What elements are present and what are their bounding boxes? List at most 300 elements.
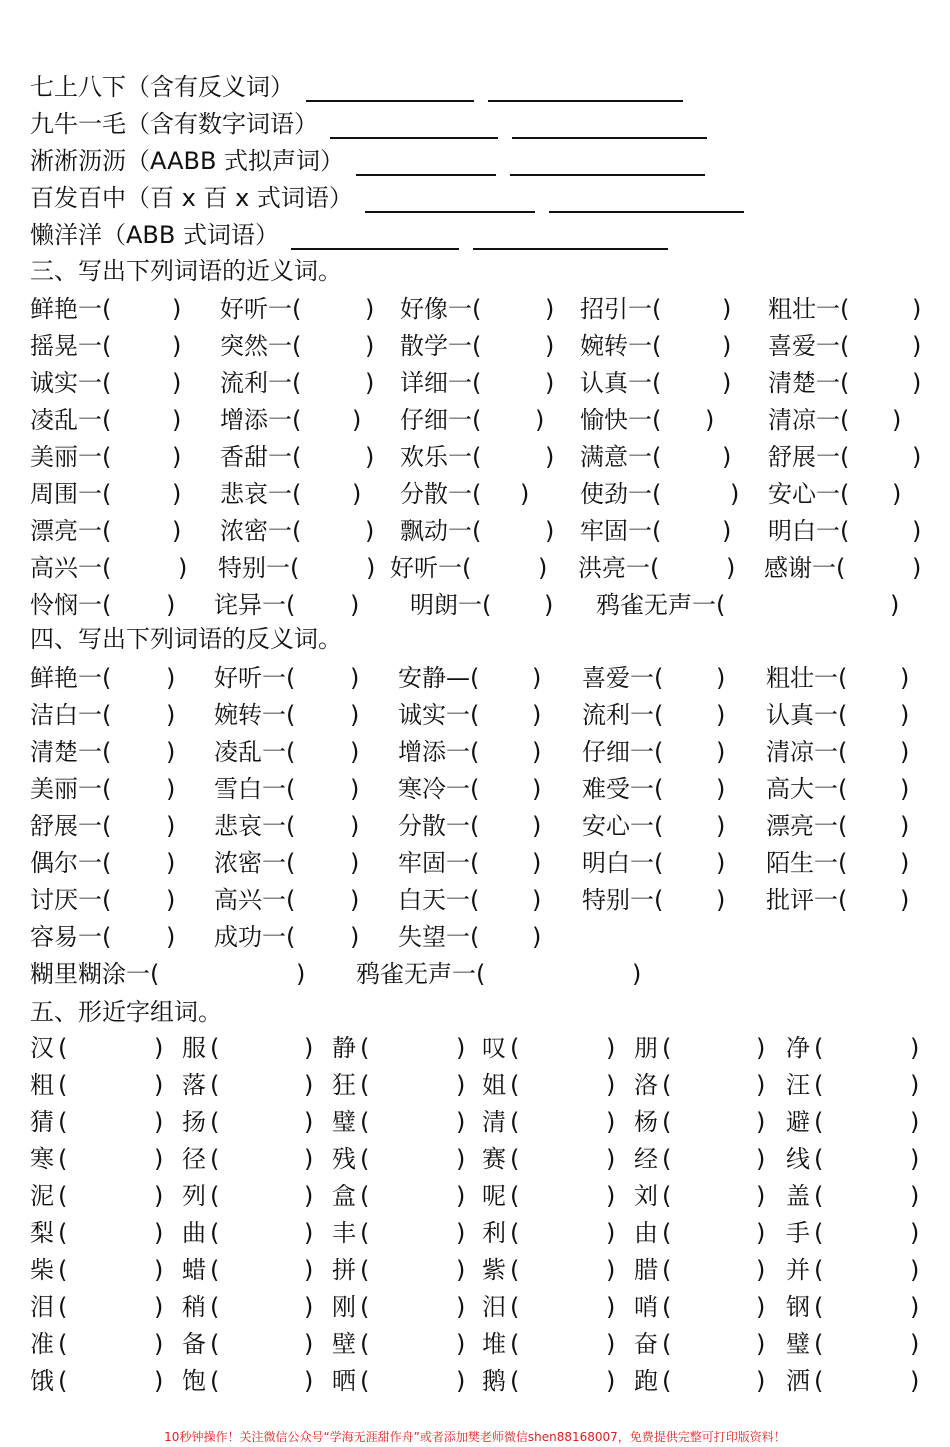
answer-slot[interactable]: ) [365,517,375,545]
answer-slot[interactable]: ) [520,480,530,508]
char-item: 紫 [482,1256,506,1284]
char-item: 璧 [332,1108,356,1136]
char-row [30,1178,925,1214]
answer-slot[interactable]: ) [722,369,732,397]
answer-slot[interactable]: ) [606,1071,616,1099]
word-item: 安心一( [582,812,664,840]
word-item: 喜爱一( [768,332,850,360]
word-item: 特别一( [582,886,664,914]
char-item: 由 [634,1219,658,1247]
answer-slot[interactable]: ) [456,1071,466,1099]
fill-in-row [30,140,705,176]
answer-slot[interactable]: ) [910,1108,920,1136]
word-item: 婉转一( [214,701,296,729]
answer-slot[interactable]: ) [154,1367,164,1395]
answer-slot[interactable]: ) [352,480,362,508]
answer-slot[interactable]: ) [172,295,182,323]
word-row [30,439,925,475]
answer-slot[interactable]: ) [154,1219,164,1247]
open-paren: ( [814,1034,824,1062]
open-paren: ( [360,1071,370,1099]
open-paren: ( [210,1108,220,1136]
answer-slot[interactable]: ) [154,1034,164,1062]
answer-slot[interactable]: ) [166,591,176,619]
open-paren: ( [360,1219,370,1247]
answer-slot[interactable]: ) [350,701,360,729]
fill-in-prompt: 七上八下（含有反义词） [30,73,294,101]
answer-slot[interactable]: ) [532,738,542,766]
answer-blank[interactable] [473,224,668,250]
open-paren: ( [814,1330,824,1358]
answer-blank[interactable] [549,187,744,213]
open-paren: ( [662,1071,672,1099]
answer-slot[interactable]: ) [910,1182,920,1210]
answer-slot[interactable]: ) [716,738,726,766]
char-item: 准 [30,1330,54,1358]
word-item: 凌乱一( [30,406,112,434]
word-item: 飘动一( [400,517,482,545]
open-paren: ( [814,1256,824,1284]
answer-slot[interactable]: ) [154,1145,164,1173]
answer-slot[interactable]: ) [722,517,732,545]
word-item: 漂亮一( [30,517,112,545]
answer-slot[interactable]: ) [730,480,740,508]
word-row [30,476,925,512]
char-item: 姐 [482,1071,506,1099]
answer-slot[interactable]: ) [154,1330,164,1358]
word-row [30,845,925,881]
answer-slot[interactable]: ) [756,1367,766,1395]
answer-slot[interactable]: ) [365,369,375,397]
answer-blank[interactable] [510,150,705,176]
open-paren: ( [662,1145,672,1173]
char-item: 泥 [30,1182,54,1210]
open-paren: ( [662,1293,672,1321]
char-item: 汉 [30,1034,54,1062]
word-row [30,513,925,549]
answer-slot[interactable]: ) [166,738,176,766]
answer-slot[interactable]: ) [912,554,922,582]
char-item: 盖 [786,1182,810,1210]
answer-slot[interactable]: ) [545,332,555,360]
answer-slot[interactable]: ) [456,1293,466,1321]
word-item: 悲哀一( [220,480,302,508]
answer-slot[interactable]: ) [154,1108,164,1136]
word-item: 寒冷一( [398,775,480,803]
answer-slot[interactable]: ) [910,1145,920,1173]
answer-slot[interactable]: ) [532,886,542,914]
word-item: 诚实一( [398,701,480,729]
answer-slot[interactable]: ) [544,591,554,619]
answer-slot[interactable]: ) [910,1256,920,1284]
word-row [30,697,925,733]
answer-blank[interactable] [365,187,535,213]
char-row [30,1067,925,1103]
answer-slot[interactable]: ) [912,332,922,360]
fill-in-row [30,214,668,250]
answer-slot[interactable]: ) [545,443,555,471]
word-row [30,328,925,364]
char-item: 呢 [482,1182,506,1210]
answer-slot[interactable]: ) [304,1256,314,1284]
answer-slot[interactable]: ) [606,1108,616,1136]
open-paren: ( [58,1219,68,1247]
answer-slot[interactable]: ) [606,1034,616,1062]
word-item: 好听一( [390,554,472,582]
char-item: 饱 [182,1367,206,1395]
char-item: 刚 [332,1293,356,1321]
answer-slot[interactable]: ) [722,332,732,360]
char-item: 狂 [332,1071,356,1099]
answer-slot[interactable]: ) [304,1145,314,1173]
word-item: 仔细一( [582,738,664,766]
answer-slot[interactable]: ) [350,849,360,877]
word-item: 摇晃一( [30,332,112,360]
answer-slot[interactable]: ) [532,664,542,692]
word-item: 清楚一( [30,738,112,766]
char-item: 并 [786,1256,810,1284]
word-item: 洪亮一( [578,554,660,582]
answer-slot[interactable]: ) [166,923,176,951]
answer-slot[interactable]: ) [532,849,542,877]
open-paren: ( [510,1219,520,1247]
answer-slot[interactable]: ) [172,369,182,397]
char-item: 奋 [634,1330,658,1358]
char-item: 跑 [634,1367,658,1395]
answer-slot[interactable]: ) [178,554,188,582]
answer-slot[interactable]: ) [456,1367,466,1395]
answer-slot[interactable]: ) [892,480,902,508]
word-item: 安心一( [768,480,850,508]
char-item: 利 [482,1219,506,1247]
answer-slot[interactable]: ) [632,960,642,988]
answer-slot[interactable]: ) [456,1108,466,1136]
open-paren: ( [210,1256,220,1284]
answer-slot[interactable]: ) [716,886,726,914]
open-paren: ( [360,1293,370,1321]
word-row [30,734,925,770]
answer-slot[interactable]: ) [350,812,360,840]
open-paren: ( [360,1182,370,1210]
char-row [30,1289,925,1325]
word-item: 分散一( [398,812,480,840]
answer-slot[interactable]: ) [716,812,726,840]
open-paren: ( [510,1330,520,1358]
answer-slot[interactable]: ) [172,480,182,508]
answer-slot[interactable]: ) [350,886,360,914]
open-paren: ( [58,1071,68,1099]
answer-slot[interactable]: ) [910,1293,920,1321]
open-paren: ( [210,1145,220,1173]
answer-slot[interactable]: ) [350,923,360,951]
answer-slot[interactable]: ) [154,1182,164,1210]
answer-slot[interactable]: ) [606,1330,616,1358]
open-paren: ( [510,1034,520,1062]
answer-slot[interactable]: ) [756,1219,766,1247]
word-row [30,919,925,955]
answer-blank[interactable] [356,150,496,176]
word-row [30,882,925,918]
char-item: 经 [634,1145,658,1173]
char-row [30,1141,925,1177]
answer-slot[interactable]: ) [716,701,726,729]
open-paren: ( [210,1071,220,1099]
section-title: 五、形近字组词。 [30,998,222,1026]
answer-slot[interactable]: ) [900,664,910,692]
answer-slot[interactable]: ) [900,701,910,729]
open-paren: ( [814,1108,824,1136]
answer-slot[interactable]: ) [172,332,182,360]
answer-slot[interactable]: ) [538,554,548,582]
answer-slot[interactable]: ) [545,295,555,323]
answer-slot[interactable]: ) [910,1330,920,1358]
char-item: 静 [332,1034,356,1062]
char-item: 洒 [786,1367,810,1395]
answer-slot[interactable]: ) [154,1256,164,1284]
open-paren: ( [360,1145,370,1173]
answer-slot[interactable]: ) [756,1108,766,1136]
answer-slot[interactable]: ) [166,775,176,803]
answer-slot[interactable]: ) [756,1071,766,1099]
char-item: 堆 [482,1330,506,1358]
word-item: 明白一( [768,517,850,545]
answer-slot[interactable]: ) [912,369,922,397]
open-paren: ( [814,1367,824,1395]
answer-slot[interactable]: ) [532,812,542,840]
answer-slot[interactable]: ) [352,406,362,434]
answer-slot[interactable]: ) [716,775,726,803]
answer-slot[interactable]: ) [350,664,360,692]
answer-blank[interactable] [306,76,474,102]
answer-slot[interactable]: ) [304,1293,314,1321]
answer-slot[interactable]: ) [304,1182,314,1210]
word-row [30,402,925,438]
answer-slot[interactable]: ) [900,812,910,840]
open-paren: ( [510,1293,520,1321]
word-item: 分散一( [400,480,482,508]
char-item: 柴 [30,1256,54,1284]
answer-slot[interactable]: ) [900,886,910,914]
fill-in-row [30,103,707,139]
answer-slot[interactable]: ) [532,923,542,951]
answer-slot[interactable]: ) [900,738,910,766]
answer-slot[interactable]: ) [304,1219,314,1247]
answer-slot[interactable]: ) [456,1330,466,1358]
answer-slot[interactable]: ) [756,1293,766,1321]
answer-slot[interactable]: ) [726,554,736,582]
open-paren: ( [814,1145,824,1173]
answer-slot[interactable]: ) [606,1219,616,1247]
word-item: 清楚一( [768,369,850,397]
answer-slot[interactable]: ) [716,849,726,877]
open-paren: ( [58,1145,68,1173]
char-item: 寒 [30,1145,54,1173]
answer-slot[interactable]: ) [365,295,375,323]
answer-slot[interactable]: ) [456,1034,466,1062]
word-item: 诚实一( [30,369,112,397]
answer-slot[interactable]: ) [304,1034,314,1062]
answer-slot[interactable]: ) [456,1182,466,1210]
open-paren: ( [510,1071,520,1099]
char-item: 洛 [634,1071,658,1099]
answer-slot[interactable]: ) [900,849,910,877]
char-item: 粗 [30,1071,54,1099]
word-item: 认真一( [580,369,662,397]
answer-slot[interactable]: ) [910,1367,920,1395]
answer-slot[interactable]: ) [892,406,902,434]
answer-slot[interactable]: ) [910,1071,920,1099]
char-item: 备 [182,1330,206,1358]
word-item: 仔细一( [400,406,482,434]
char-item: 避 [786,1108,810,1136]
answer-slot[interactable]: ) [154,1293,164,1321]
word-item: 招引一( [580,295,662,323]
word-item: 散学一( [400,332,482,360]
answer-slot[interactable]: ) [172,517,182,545]
answer-slot[interactable]: ) [722,443,732,471]
answer-slot[interactable]: ) [606,1256,616,1284]
answer-slot[interactable]: ) [890,591,900,619]
answer-slot[interactable]: ) [606,1182,616,1210]
answer-slot[interactable]: ) [606,1367,616,1395]
answer-slot[interactable]: ) [606,1145,616,1173]
answer-slot[interactable]: ) [172,406,182,434]
char-item: 哨 [634,1293,658,1321]
answer-slot[interactable]: ) [535,406,545,434]
answer-slot[interactable]: ) [456,1256,466,1284]
word-item: 诧异一( [214,591,296,619]
answer-slot[interactable]: ) [716,664,726,692]
answer-slot[interactable]: ) [532,775,542,803]
answer-slot[interactable]: ) [705,406,715,434]
answer-slot[interactable]: ) [912,443,922,471]
answer-slot[interactable]: ) [756,1034,766,1062]
word-item: 愉快一( [580,406,662,434]
answer-slot[interactable]: ) [722,295,732,323]
section-title: 三、写出下列词语的近义词。 [30,257,342,285]
word-item: 流利一( [582,701,664,729]
fill-in-prompt: 淅淅沥沥（AABB 式拟声词） [30,147,345,175]
answer-slot[interactable]: ) [910,1034,920,1062]
answer-slot[interactable]: ) [304,1071,314,1099]
char-item: 朋 [634,1034,658,1062]
char-item: 汨 [482,1293,506,1321]
answer-blank[interactable] [512,113,707,139]
word-item: 雪白一( [214,775,296,803]
open-paren: ( [662,1330,672,1358]
answer-slot[interactable]: ) [365,332,375,360]
answer-slot[interactable]: ) [366,554,376,582]
word-item: 粗壮一( [768,295,850,323]
word-item: 清凉一( [766,738,848,766]
answer-blank[interactable] [330,113,498,139]
word-item: 洁白一( [30,701,112,729]
answer-slot[interactable]: ) [756,1145,766,1173]
answer-blank[interactable] [488,76,683,102]
answer-slot[interactable]: ) [304,1108,314,1136]
answer-slot[interactable]: ) [166,812,176,840]
open-paren: ( [814,1182,824,1210]
answer-slot[interactable]: ) [900,775,910,803]
answer-slot[interactable]: ) [756,1256,766,1284]
word-item: 难受一( [582,775,664,803]
open-paren: ( [662,1367,672,1395]
word-item: 舒展一( [30,812,112,840]
char-item: 饿 [30,1367,54,1395]
char-item: 径 [182,1145,206,1173]
answer-slot[interactable]: ) [296,960,306,988]
answer-slot[interactable]: ) [545,517,555,545]
answer-slot[interactable]: ) [166,701,176,729]
answer-slot[interactable]: ) [166,886,176,914]
char-item: 猜 [30,1108,54,1136]
char-item: 汪 [786,1071,810,1099]
word-row [30,771,925,807]
char-item: 扬 [182,1108,206,1136]
answer-slot[interactable]: ) [756,1330,766,1358]
answer-slot[interactable]: ) [166,849,176,877]
char-row [30,1252,925,1288]
word-item: 鲜艳一( [30,295,112,323]
answer-slot[interactable]: ) [910,1219,920,1247]
char-item: 线 [786,1145,810,1173]
answer-slot[interactable]: ) [350,591,360,619]
answer-slot[interactable]: ) [166,664,176,692]
answer-slot[interactable]: ) [756,1182,766,1210]
word-item: 婉转一( [580,332,662,360]
word-item: 认真一( [766,701,848,729]
char-item: 手 [786,1219,810,1247]
answer-slot[interactable]: ) [304,1367,314,1395]
answer-slot[interactable]: ) [350,775,360,803]
word-item: 详细一( [400,369,482,397]
char-row [30,1104,925,1140]
answer-slot[interactable]: ) [456,1219,466,1247]
answer-slot[interactable]: ) [350,738,360,766]
answer-slot[interactable]: ) [606,1293,616,1321]
word-item: 流利一( [220,369,302,397]
char-item: 刘 [634,1182,658,1210]
answer-slot[interactable]: ) [365,443,375,471]
answer-blank[interactable] [291,224,459,250]
open-paren: ( [510,1182,520,1210]
word-item: 欢乐一( [400,443,482,471]
answer-slot[interactable]: ) [456,1145,466,1173]
open-paren: ( [814,1071,824,1099]
word-item: 满意一( [580,443,662,471]
answer-slot[interactable]: ) [912,295,922,323]
answer-slot[interactable]: ) [172,443,182,471]
word-item: 好像一( [400,295,482,323]
answer-slot[interactable]: ) [532,701,542,729]
word-item: 舒展一( [768,443,850,471]
open-paren: ( [360,1256,370,1284]
char-row [30,1030,925,1066]
word-item: 美丽一( [30,775,112,803]
word-item: 凌乱一( [214,738,296,766]
fill-in-prompt: 懒洋洋（ABB 式词语） [30,221,279,249]
word-row [30,660,925,696]
word-row [30,291,925,327]
open-paren: ( [58,1108,68,1136]
answer-slot[interactable]: ) [154,1071,164,1099]
fill-in-row [30,66,683,102]
word-item: 牢固一( [580,517,662,545]
open-paren: ( [510,1367,520,1395]
answer-slot[interactable]: ) [545,369,555,397]
answer-slot[interactable]: ) [912,517,922,545]
answer-slot[interactable]: ) [304,1330,314,1358]
